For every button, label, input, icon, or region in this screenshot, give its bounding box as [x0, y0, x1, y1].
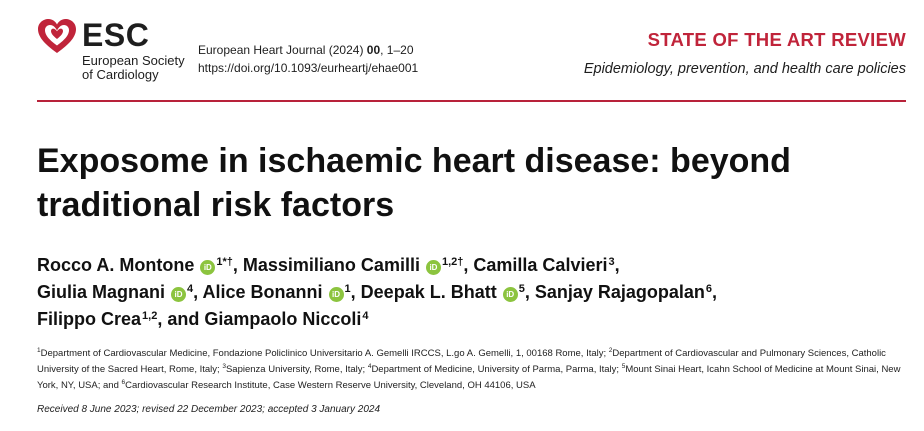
author-affiliation-marker: 6 — [705, 283, 713, 295]
author-name[interactable]: Filippo Crea — [37, 309, 142, 329]
journal-name: European Heart Journal (2024) — [198, 43, 364, 57]
journal-volume: 00 — [366, 43, 381, 57]
article-type: STATE OF THE ART REVIEW — [647, 29, 906, 50]
logo-name-line1: European Society — [82, 53, 185, 68]
logo-name-line2: of Cardiology — [82, 67, 159, 82]
author-separator: , — [232, 255, 238, 275]
author-8 — [204, 309, 368, 329]
author-list — [37, 252, 907, 333]
author-separator: , and — [157, 309, 200, 329]
orcid-icon[interactable]: iD — [503, 287, 518, 302]
author-affiliation-marker: 3 — [608, 256, 615, 268]
author-name[interactable]: Sanjay Rajagopalan — [534, 282, 705, 302]
article-section — [584, 29, 906, 78]
author-separator: , — [712, 282, 718, 302]
author-name[interactable]: Alice Bonanni — [202, 282, 323, 302]
author-affiliation-marker: 1*† — [216, 256, 233, 268]
author-separator: , — [193, 282, 199, 302]
received-dates: Received 8 June 2023; revised 22 December 2023; accepted 3 January 2024 — [37, 404, 381, 415]
journal-pages: , 1–20 — [380, 43, 414, 57]
affiliation-3 — [222, 364, 365, 375]
journal-citation — [198, 41, 418, 77]
author-separator: , — [614, 255, 620, 275]
author-3 — [37, 282, 198, 302]
author-separator: , — [350, 282, 356, 302]
affiliation-4 — [368, 364, 619, 375]
author-5 — [361, 282, 530, 302]
logo-acronym: ESC — [82, 17, 150, 53]
affiliation-number: 1 — [37, 347, 41, 354]
orcid-icon[interactable]: iD — [329, 287, 344, 302]
affiliation-number: 6 — [121, 379, 126, 386]
affiliation-number: 4 — [367, 363, 372, 370]
orcid-icon[interactable]: iD — [200, 260, 215, 275]
heart-logo-icon — [37, 18, 77, 56]
affiliation-text: Department of Cardiovascular and Pulmonary Sciences, Catholic University of the Sacred Heart, Rome, Italy; — [37, 348, 886, 375]
affiliation-number: 2 — [608, 347, 613, 354]
affiliation-text: Cardiovascular Research Institute, Case Western Reserve University, Cleveland, OH 44106, USA — [125, 380, 536, 391]
author-name[interactable]: Giulia Magnani — [37, 282, 166, 302]
author-2 — [473, 255, 619, 275]
journal-doi-link[interactable]: https://doi.org/10.1093/eurheartj/ehae001 — [198, 61, 419, 75]
author-affiliation-marker: 1,2 — [142, 310, 158, 322]
author-1 — [243, 255, 469, 275]
author-affiliation-marker: 5 — [518, 283, 525, 295]
author-affiliation-marker: 4 — [187, 283, 194, 295]
author-7 — [37, 309, 199, 329]
journal-reference — [198, 41, 418, 59]
affiliation-text: Sapienza University, Rome, Italy; — [225, 364, 366, 375]
author-6 — [535, 282, 717, 302]
affiliation-1 — [37, 348, 606, 359]
article-category: Epidemiology, prevention, and health care policies — [583, 61, 906, 77]
header-divider — [37, 100, 906, 102]
affiliations — [37, 346, 909, 394]
esc-logo — [37, 15, 187, 85]
author-name[interactable]: Deepak L. Bhatt — [360, 282, 497, 302]
orcid-icon[interactable]: iD — [171, 287, 186, 302]
author-separator: , — [524, 282, 530, 302]
affiliation-text: Mount Sinai Heart, Icahn School of Medicine at Mount Sinai, New York, NY, USA; and — [37, 364, 901, 391]
affiliation-6 — [122, 380, 536, 391]
affiliation-text: Department of Medicine, University of Parma, Parma, Italy; — [371, 364, 620, 375]
author-name[interactable]: Rocco A. Montone — [37, 255, 195, 275]
orcid-icon[interactable]: iD — [426, 260, 441, 275]
author-4 — [203, 282, 356, 302]
author-affiliation-marker: 1,2† — [441, 256, 464, 268]
author-0 — [37, 255, 238, 275]
article-title: Exposome in ischaemic heart disease: beyond traditional risk factors — [37, 142, 791, 224]
affiliation-text: Department of Cardiovascular Medicine, Fondazione Policlinico Universitario A. Gemelli IRCCS, L.go A. Gemelli, 1, 00168 Rome, Italy; — [40, 348, 607, 359]
author-affiliation-marker: 4 — [362, 310, 369, 322]
affiliation-number: 5 — [621, 363, 626, 370]
author-separator: , — [463, 255, 469, 275]
author-name[interactable]: Giampaolo Niccoli — [204, 309, 362, 329]
logo-society-name — [82, 54, 185, 82]
author-name[interactable]: Camilla Calvieri — [473, 255, 608, 275]
author-name[interactable]: Massimiliano Camilli — [242, 255, 420, 275]
affiliation-number: 3 — [222, 363, 226, 370]
author-affiliation-marker: 1 — [344, 283, 351, 295]
